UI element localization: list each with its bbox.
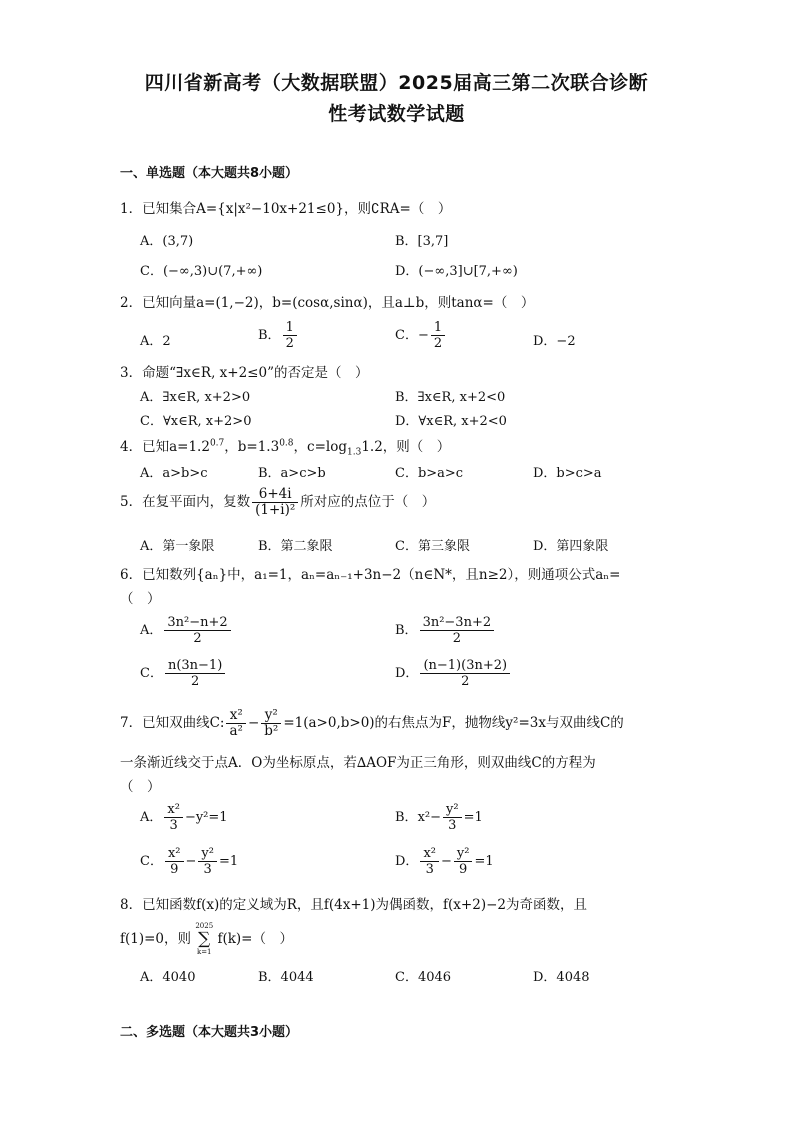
- q6-option-b: B． $\frac{\text{3n²−3n+2}}{2}$: [395, 615, 496, 646]
- q7-option-a: A． $\frac{\text{x²}}{3}$ −y²=1: [140, 802, 228, 833]
- question-2-stem: [120, 291, 534, 311]
- document-title-line-2: 性考试数学试题: [328, 103, 465, 125]
- question-text: 已知向量a=(1,−2)，b=(cosα,sinα)，且a⊥b，则tanα=（ ）: [142, 295, 535, 311]
- question-7-stem-line-3: （ ）: [120, 779, 161, 795]
- q1-option-d: D．(−∞,3]∪[7,+∞): [395, 264, 518, 279]
- fraction: $\frac{1}{2}$: [283, 320, 297, 351]
- question-number: 7．: [120, 715, 143, 731]
- question-8-stem: 8．已知函数f(x)的定义域为R，且f(4x+1)为偶函数，f(x+2)−2为奇函数，且: [120, 897, 587, 913]
- q4-option-c: C．b>a>c: [395, 466, 464, 481]
- fraction: $\frac{\text{x²}}{\text{a²}}$: [226, 708, 245, 739]
- question-6-stem: 6．已知数列{aₙ}中，a₁=1，aₙ=aₙ₋₁+3n−2（n∈N*，且n≥2），则通项公式aₙ=: [120, 567, 621, 583]
- summation-symbol: 2025 ∑ k=1: [195, 922, 214, 956]
- question-text: 命题“∃x∈R, x+2≤0”的否定是（ ）: [142, 365, 369, 381]
- fraction: $\frac{\text{y²}}{3}$: [198, 846, 217, 877]
- q5-option-a: A．第一象限: [140, 539, 215, 554]
- question-6-stem-continued: （ ）: [120, 591, 161, 607]
- question-8-stem-line-2: f(1)=0，则 2025 ∑ k=1 f(k)=（ ）: [120, 922, 293, 956]
- q6-option-c: C． $\frac{n(3n-1)}{2}$: [140, 658, 227, 689]
- question-number: 6．: [120, 567, 143, 583]
- q2-option-a: A．2: [140, 334, 171, 349]
- q4-option-d: D．b>c>a: [533, 466, 602, 481]
- fraction: $\frac{(n-1)(3n+2)}{2}$: [420, 658, 510, 689]
- q1-option-c: C．(−∞,3)∪(7,+∞): [140, 264, 263, 279]
- question-1-stem: [120, 197, 451, 217]
- fraction: $\frac{\text{y²}}{3}$: [443, 802, 462, 833]
- q2-option-d: D．−2: [533, 334, 576, 349]
- question-3-stem: [120, 361, 369, 381]
- q3-option-c: C．∀x∈R, x+2>0: [140, 414, 252, 429]
- fraction: $\frac{n(3n-1)}{2}$: [165, 658, 225, 689]
- q8-option-a: A．4040: [140, 970, 196, 985]
- q4-option-a: A．a>b>c: [140, 466, 208, 481]
- q5-option-c: C．第三象限: [395, 539, 470, 554]
- fraction: $\frac{6+4i}{\text{(1+i)²}}$: [252, 487, 298, 518]
- q1-option-a: A．(3,7): [140, 234, 194, 249]
- q6-option-d: D． $\frac{(n-1)(3n+2)}{2}$: [395, 658, 512, 689]
- question-7-stem-line-2: 一条渐近线交于点A．O为坐标原点，若∆AOF为正三角形，则双曲线C的方程为: [120, 755, 596, 771]
- question-text: 已知集合A={x|x²−10x+21≤0}，则∁RA=（ ）: [142, 201, 452, 217]
- section-heading-multiple-choice: 二、多选题（本大题共3小题）: [120, 1025, 299, 1040]
- section-heading-single-choice: 一、单选题（本大题共8小题）: [120, 166, 299, 181]
- q7-option-c: C． $\frac{\text{x²}}{9}$ − $\frac{\text{y²}}{3}$ =1: [140, 846, 239, 877]
- q7-option-d: D． $\frac{\text{x²}}{3}$ − $\frac{\text{y²}}{9}$ =1: [395, 846, 494, 877]
- fraction: $\frac{\text{y²}}{\text{b²}}$: [261, 708, 281, 739]
- question-5-stem: 5．在复平面内，复数 $\frac{6+4i}{\text{(1+i)²}}$ 所对应的点位于（ ）: [120, 486, 436, 518]
- q6-option-a: A． $\frac{\text{3n²−n+2}}{2}$: [140, 615, 233, 646]
- question-number: 4．: [120, 439, 143, 455]
- fraction: $\frac{1}{2}$: [431, 320, 445, 351]
- q1-option-b: B．[3,7]: [395, 234, 449, 249]
- q8-option-d: D．4048: [533, 970, 590, 985]
- q3-option-b: B．∃x∈R, x+2<0: [395, 390, 506, 405]
- document-title-line-1: 四川省新高考（大数据联盟）2025届高三第二次联合诊断: [144, 72, 649, 94]
- fraction: $\frac{\text{x²}}{3}$: [164, 802, 183, 833]
- question-4-stem: 4．已知$a=1.2^{0.7}$，$b=1.3^{0.8}$，$c=\log_{1.3}1.2$，则（ ）: [120, 438, 451, 458]
- fraction: $\frac{\text{3n²−3n+2}}{2}$: [420, 615, 495, 646]
- question-number: 8．: [120, 897, 143, 913]
- question-number: 2．: [120, 295, 143, 311]
- q2-option-c: C．− $\frac{1}{2}$: [395, 320, 447, 351]
- q3-option-d: D．∀x∈R, x+2<0: [395, 414, 507, 429]
- question-number: 5．: [120, 494, 143, 510]
- q5-option-d: D．第四象限: [533, 539, 609, 554]
- fraction: $\frac{\text{x²}}{9}$: [165, 846, 184, 877]
- q2-option-b: B． $\frac{1}{2}$: [258, 320, 299, 351]
- q8-option-c: C．4046: [395, 970, 452, 985]
- fraction: $\frac{\text{x²}}{3}$: [420, 846, 439, 877]
- question-number: 3．: [120, 365, 143, 381]
- q3-option-a: A．∃x∈R, x+2>0: [140, 390, 251, 405]
- q8-option-b: B．4044: [258, 970, 314, 985]
- fraction: $\frac{\text{y²}}{9}$: [454, 846, 473, 877]
- q5-option-b: B．第二象限: [258, 539, 333, 554]
- question-7-stem: 7．已知双曲线C: $\frac{\text{x²}}{\text{a²}}$ − $\frac{\text{y²}}{\text{b²}}$ =1(a>0,b>0)的右焦点为F，抛物线y²=3x与双曲线C的: [120, 707, 624, 739]
- q4-option-b: B．a>c>b: [258, 466, 326, 481]
- fraction: $\frac{\text{3n²−n+2}}{2}$: [164, 615, 230, 646]
- question-number: 1．: [120, 201, 143, 217]
- q7-option-b: B．x²− $\frac{\text{y²}}{3}$ =1: [395, 802, 483, 833]
